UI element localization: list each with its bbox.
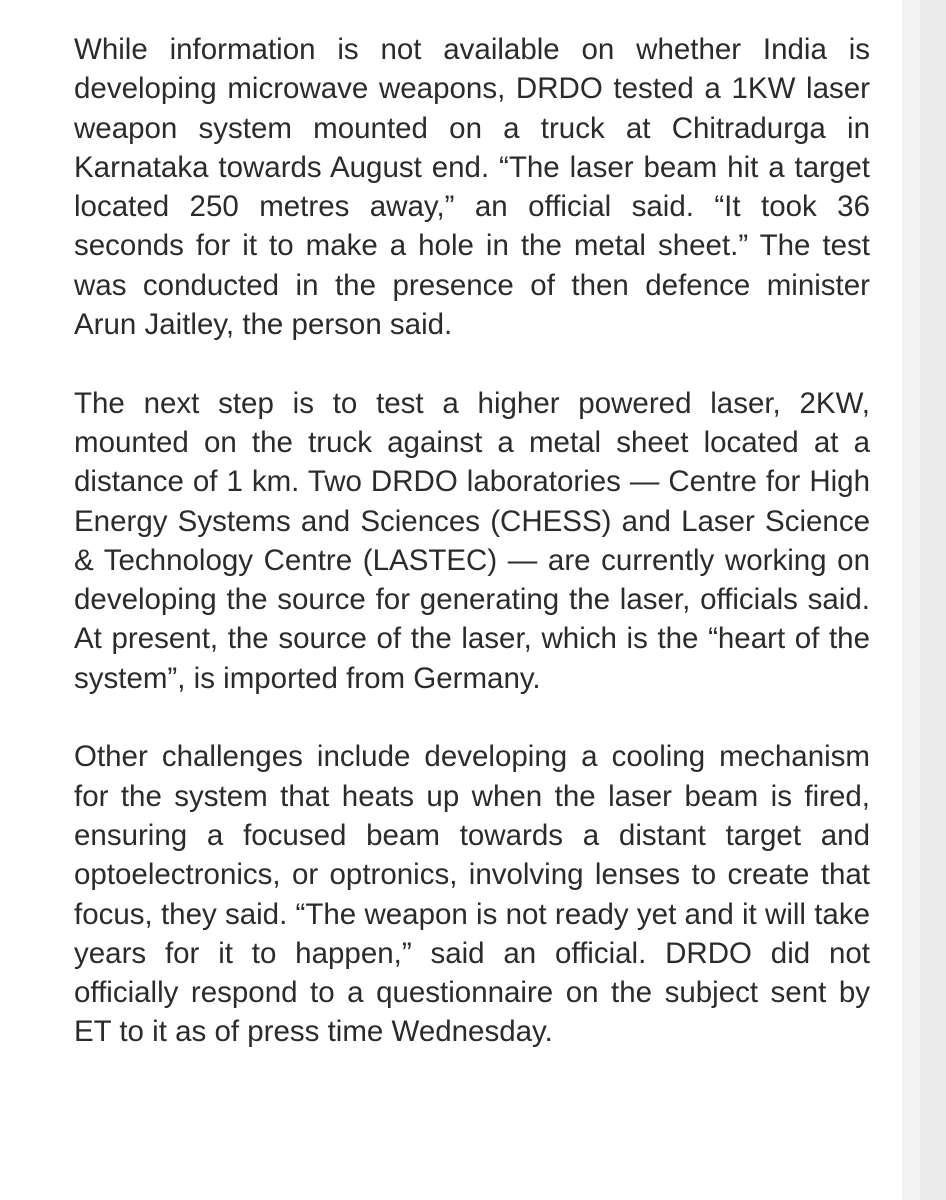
scrollbar-gutter[interactable] — [902, 0, 946, 1200]
article-body — [74, 30, 870, 1052]
scrollbar-track[interactable] — [902, 0, 920, 1200]
article-paragraph-2: The next step is to test a higher powered laser, 2KW, mounted on the truck against a metal sheet located at a distance of 1 km. Two DRDO laboratories — Centre for High Energy Systems and Sciences (CHESS) and Laser Science & Technology Centre (LASTEC) — are currently working on developing the source for generating the laser, officials said. At present, the source of the laser, which is the “heart of the system”, is imported from Germany. — [74, 386, 870, 695]
article-paragraph-1: While information is not available on whether India is developing microwave weapons, DRDO tested a 1KW laser weapon system mounted on a truck at Chitradurga in Karnataka towards August end. “The laser beam hit a target located 250 metres away,” an official said. “It took 36 seconds for it to make a hole in the metal sheet.” The test was conducted in the presence of then defence minister Arun Jaitley, the person said. — [74, 33, 870, 342]
article-paragraph-3: Other challenges include developing a cooling mechanism for the system that heats up when the laser beam is fired, ensuring a focused beam towards a distant target and optoelectronics, or optronics, involving lenses to create that focus, they said. “The weapon is not ready yet and it will take years for it to happen,” said an official. DRDO did not officially respond to a questionnaire on the subject sent by ET to it as of press time Wednesday. — [74, 740, 870, 1049]
